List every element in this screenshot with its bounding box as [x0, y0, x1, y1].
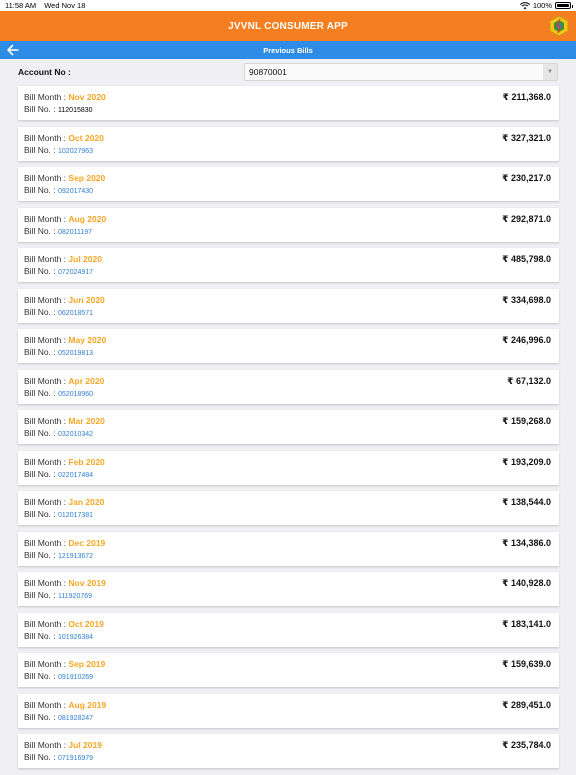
bill-month-label: Bill Month :	[24, 132, 69, 143]
bill-amount-value: 235,784.0	[510, 740, 551, 750]
bill-number-label: Bill No. :	[24, 752, 59, 762]
bill-month-value: Sep 2019	[68, 659, 106, 669]
rupee-icon: ₹	[502, 132, 509, 143]
account-row	[0, 59, 576, 85]
bill-number-label: Bill No. :	[24, 428, 59, 438]
bill-number-line	[24, 631, 93, 641]
bill-number-label: Bill No. :	[24, 104, 59, 114]
bill-number-line	[24, 388, 93, 398]
bill-amount	[502, 295, 551, 306]
bill-month-line	[24, 335, 106, 345]
app-logo-icon	[548, 15, 570, 37]
bill-number-label: Bill No. :	[24, 144, 59, 155]
bill-number-label: Bill No. :	[24, 387, 59, 398]
bill-number-value: 102027963	[58, 147, 94, 155]
bill-number-line	[24, 145, 93, 155]
bill-number-value: 012017381	[58, 512, 94, 519]
bill-number-label: Bill No. :	[24, 630, 59, 641]
bill-month-label: Bill Month :	[24, 416, 69, 426]
wifi-icon	[520, 2, 530, 10]
bill-number-label: Bill No. :	[24, 468, 59, 479]
bill-amount-value: 159,639.0	[510, 659, 551, 669]
bill-number-value: 092017430	[58, 188, 94, 195]
bill-month-label: Bill Month :	[24, 740, 69, 750]
bill-card[interactable]	[18, 653, 559, 687]
bill-month-label: Bill Month :	[24, 537, 69, 548]
bill-number-value: 101926384	[58, 633, 94, 641]
bill-amount-value: 327,321.0	[510, 132, 551, 143]
account-label: Account No :	[18, 67, 71, 77]
bill-month-line	[24, 538, 105, 548]
bill-month-line	[24, 173, 105, 183]
bill-number-line	[24, 266, 93, 276]
bill-month-line	[24, 376, 104, 386]
bill-number-value: 052018960	[58, 390, 94, 398]
bill-amount-value: 292,871.0	[510, 213, 551, 224]
bill-number-value: 022017484	[58, 471, 94, 479]
bill-amount-value: 183,141.0	[510, 618, 551, 629]
bill-month-label: Bill Month :	[24, 618, 69, 629]
rupee-icon: ₹	[502, 618, 509, 629]
bill-number-value: 071916979	[58, 755, 94, 762]
bill-number-line	[24, 185, 93, 195]
bill-number-value: 052019813	[58, 350, 94, 357]
bill-month-line	[24, 659, 105, 669]
bill-month-value: Feb 2020	[68, 456, 105, 467]
bill-number-value: 062018571	[58, 309, 94, 317]
status-time: 11:58 AM	[5, 1, 37, 10]
bill-month-line	[24, 619, 104, 629]
bill-amount-value: 211,368.0	[511, 92, 551, 102]
bill-month-line	[24, 740, 102, 750]
bill-number-label: Bill No. :	[24, 266, 59, 276]
bill-list	[18, 86, 559, 775]
bill-month-label: Bill Month :	[24, 497, 69, 507]
bill-month-label: Bill Month :	[24, 92, 69, 102]
bill-amount	[502, 497, 551, 508]
bill-card[interactable]	[18, 532, 559, 566]
bill-amount	[502, 335, 551, 346]
bill-card[interactable]	[18, 167, 559, 201]
bill-amount-value: 485,798.0	[510, 254, 551, 264]
bill-amount	[503, 92, 551, 103]
bill-month-value: Oct 2019	[68, 618, 104, 629]
bill-card[interactable]	[18, 370, 559, 404]
battery-percent: 100%	[532, 1, 552, 10]
bill-month-value: Jan 2020	[68, 497, 105, 507]
bill-amount	[502, 254, 551, 265]
bill-amount-value: 138,544.0	[510, 497, 551, 507]
bill-month-value: Jul 2019	[68, 740, 102, 750]
bill-number-line	[24, 347, 93, 357]
bill-number-line	[24, 752, 93, 762]
status-right	[520, 1, 571, 10]
bill-month-value: Nov 2019	[68, 578, 106, 588]
bill-number-value: 072024917	[58, 269, 94, 276]
bill-amount	[502, 619, 551, 630]
rupee-icon: ₹	[502, 699, 509, 710]
bill-month-value: Aug 2019	[68, 699, 107, 710]
bill-card[interactable]	[18, 572, 559, 606]
bill-number-value: 111920769	[58, 593, 93, 600]
bill-month-label: Bill Month :	[24, 375, 69, 386]
status-left	[5, 1, 91, 10]
bill-number-label: Bill No. :	[24, 306, 59, 317]
bill-amount-value: 289,451.0	[510, 699, 551, 710]
bill-amount	[502, 457, 551, 468]
bill-amount	[502, 538, 551, 549]
bill-amount	[502, 659, 551, 670]
account-value: 90870001	[249, 67, 287, 77]
bill-month-value: Aug 2020	[68, 213, 107, 224]
bill-number-value: 081928247	[58, 714, 94, 722]
bill-month-value: Jun 2020	[68, 294, 105, 305]
page-title: Previous Bills	[263, 45, 313, 55]
status-bar	[0, 0, 576, 11]
bill-month-line	[24, 133, 104, 143]
bill-amount-value: 140,928.0	[510, 578, 551, 588]
rupee-icon: ₹	[502, 335, 509, 345]
bill-amount	[502, 700, 551, 711]
bill-card[interactable]	[18, 208, 559, 242]
bill-number-value: 091910269	[58, 674, 94, 681]
bill-month-line	[24, 254, 102, 264]
bill-card[interactable]	[18, 694, 559, 728]
rupee-icon: ₹	[502, 659, 509, 669]
bill-month-line	[24, 700, 106, 710]
bill-card[interactable]	[18, 289, 559, 323]
bill-month-label: Bill Month :	[24, 213, 69, 224]
bill-amount-value: 334,698.0	[510, 294, 551, 305]
bill-month-line	[24, 497, 104, 507]
bill-number-label: Bill No. :	[24, 671, 59, 681]
bill-number-value: 112015830	[58, 107, 93, 114]
chevron-down-icon: ▼	[543, 64, 557, 80]
rupee-icon: ₹	[502, 173, 509, 183]
bill-month-line	[24, 92, 106, 102]
rupee-icon: ₹	[502, 416, 509, 426]
rupee-icon: ₹	[502, 254, 509, 264]
rupee-icon: ₹	[502, 213, 509, 224]
bill-month-label: Bill Month :	[24, 254, 69, 264]
bill-number-value: 032010342	[58, 431, 94, 438]
bill-number-line	[24, 226, 92, 236]
bill-number-label: Bill No. :	[24, 711, 59, 722]
bill-month-label: Bill Month :	[24, 659, 69, 669]
bill-card[interactable]	[18, 734, 559, 768]
bill-month-line	[24, 295, 105, 305]
bill-card[interactable]	[18, 127, 559, 161]
bill-amount	[502, 173, 551, 184]
bill-number-line	[24, 307, 93, 317]
account-select[interactable]	[244, 63, 558, 81]
bill-number-label: Bill No. :	[24, 185, 59, 195]
bill-card[interactable]	[18, 491, 559, 525]
bill-number-line	[24, 712, 93, 722]
rupee-icon: ₹	[502, 294, 509, 305]
bill-number-line	[24, 550, 93, 560]
bill-month-label: Bill Month :	[24, 456, 69, 467]
bill-amount-value: 230,217.0	[510, 173, 551, 183]
status-date: Wed Nov 18	[44, 1, 86, 10]
bill-amount-value: 67,132.0	[515, 375, 551, 386]
battery-icon	[555, 2, 571, 9]
bill-card[interactable]	[18, 329, 559, 363]
bill-number-line	[24, 671, 93, 681]
rupee-icon: ₹	[502, 537, 509, 548]
bill-month-value: Nov 2020	[68, 92, 106, 102]
bill-card[interactable]	[18, 410, 559, 444]
bill-amount	[507, 376, 551, 387]
bill-month-value: Mar 2020	[68, 416, 105, 426]
bill-number-label: Bill No. :	[24, 549, 59, 560]
bill-month-line	[24, 457, 105, 467]
bill-number-line	[24, 509, 93, 519]
bill-month-label: Bill Month :	[24, 699, 69, 710]
bill-amount	[502, 416, 551, 427]
bill-number-line	[24, 469, 93, 479]
bill-amount	[502, 578, 551, 589]
bill-month-line	[24, 214, 106, 224]
bill-month-value: May 2020	[68, 335, 107, 345]
bill-month-line	[24, 578, 106, 588]
bill-amount	[502, 214, 551, 225]
bill-month-label: Bill Month :	[24, 335, 69, 345]
rupee-icon: ₹	[507, 375, 514, 386]
bill-month-label: Bill Month :	[24, 578, 69, 588]
bill-month-value: Apr 2020	[68, 375, 105, 386]
bill-number-label: Bill No. :	[24, 590, 59, 600]
bill-month-value: Oct 2020	[68, 132, 104, 143]
bill-number-label: Bill No. :	[24, 347, 59, 357]
bill-number-label: Bill No. :	[24, 225, 59, 236]
app-header	[0, 11, 576, 41]
bill-number-line	[24, 428, 93, 438]
bill-number-value: 121913672	[58, 552, 94, 560]
rupee-icon: ₹	[502, 578, 509, 588]
rupee-icon: ₹	[502, 92, 509, 102]
bill-card[interactable]	[18, 613, 559, 647]
bill-amount-value: 246,996.0	[510, 335, 551, 345]
bill-number-label: Bill No. :	[24, 509, 59, 519]
app-title: JVVNL CONSUMER APP	[228, 20, 348, 32]
bill-card[interactable]	[18, 248, 559, 282]
bill-amount-value: 193,209.0	[510, 456, 551, 467]
bill-card[interactable]	[18, 86, 559, 120]
sub-header	[0, 41, 576, 59]
bill-amount-value: 159,268.0	[510, 416, 551, 426]
bill-number-line	[24, 590, 92, 600]
bill-amount	[502, 133, 551, 144]
bill-number-line	[24, 104, 93, 114]
bill-amount-value: 134,386.0	[510, 537, 551, 548]
bill-month-value: Dec 2019	[68, 537, 106, 548]
rupee-icon: ₹	[502, 456, 509, 467]
bill-card[interactable]	[18, 451, 559, 485]
back-arrow-icon[interactable]	[6, 43, 20, 57]
bill-month-value: Sep 2020	[68, 173, 106, 183]
bill-number-value: 082011197	[58, 228, 93, 236]
bill-amount	[502, 740, 551, 751]
bill-month-value: Jul 2020	[68, 254, 102, 264]
rupee-icon: ₹	[502, 497, 509, 507]
bill-month-label: Bill Month :	[24, 294, 69, 305]
rupee-icon: ₹	[502, 740, 509, 750]
bill-month-label: Bill Month :	[24, 173, 69, 183]
bill-month-line	[24, 416, 105, 426]
